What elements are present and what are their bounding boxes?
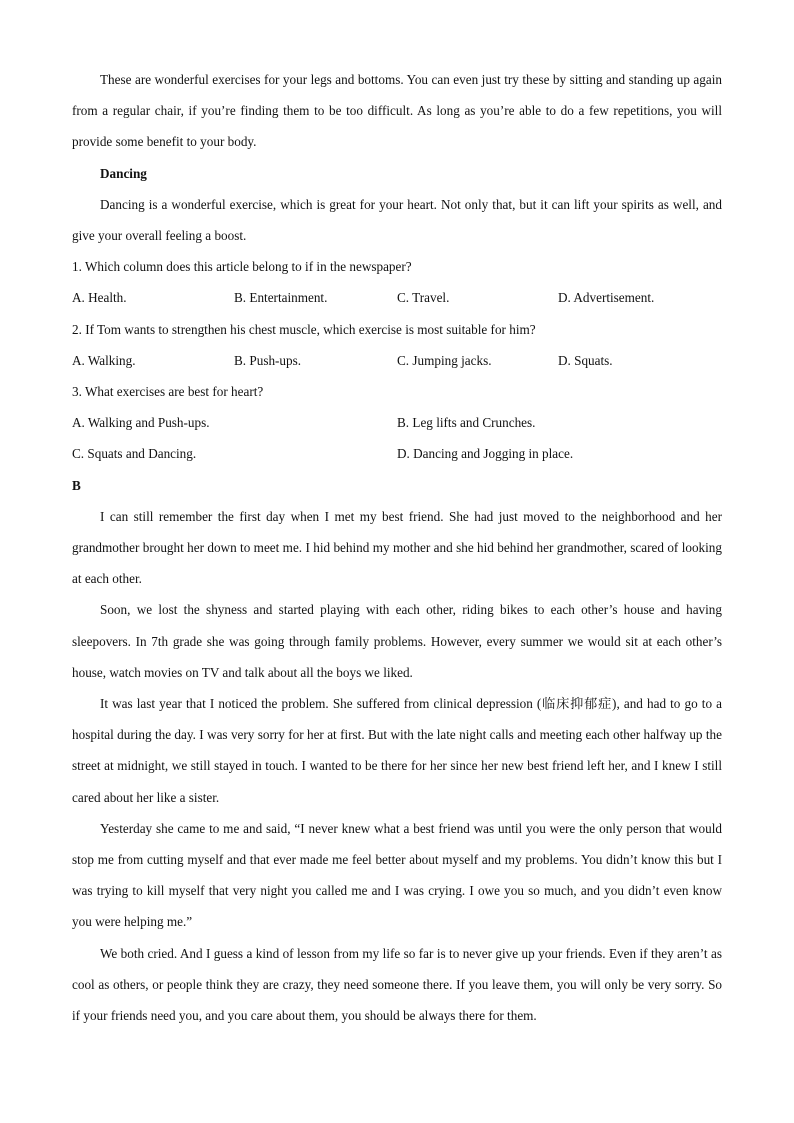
option-c: C. Travel. [397,290,450,306]
question-stem: 1. Which column does this article belong to if in the newspaper? [72,259,412,275]
exercise-paragraph: These are wonderful exercises for your legs and bottoms. You can even just try these by sitting and standing up again from a regular chair, if you’re finding them to be too difficult. As long as you’re able to do a few repetitions, you will provide some benefit to your body. [72,72,722,150]
question-options [72,407,722,469]
question-stem: 3. What exercises are best for heart? [72,384,264,400]
story-paragraph: Yesterday she came to me and said, “I never knew what a best friend was until you were the only person that would stop me from cutting myself and that ever made me feel better about myself and my problems. You didn’t know this but I was trying to kill myself that very night you called me and I was crying. I owe you so much, and you didn’t even know you were helping me.” [72,820,722,930]
dancing-paragraph: Dancing is a wonderful exercise, which is great for your heart. Not only that, but it can lift your spirits as well, and give your overall feeling a boost. [72,196,722,244]
option-d: D. Advertisement. [558,290,655,306]
option-d: D. Squats. [558,352,613,368]
option-c: C. Squats and Dancing. [72,446,197,462]
option-a: A. Walking. [72,352,136,368]
option-d: D. Dancing and Jogging in place. [397,446,574,462]
question-block-3 [72,376,722,470]
question-stem: 2. If Tom wants to strengthen his chest muscle, which exercise is most suitable for him? [72,321,536,337]
section-heading-dancing: Dancing [100,165,147,181]
question-block-1 [72,251,722,313]
option-b: B. Entertainment. [234,290,328,306]
question-options [72,345,722,376]
story-paragraph: It was last year that I noticed the problem. She suffered from clinical depression (临床抑郁症), and had to go to a hospital during the day. I was very sorry for her at first. But with the late night calls and meeting each other halfway up the street at midnight, we still stayed in touch. I wanted to be there for her since her new best friend left her, and I knew I still cared about her like a sister. [72,696,722,805]
option-b: B. Push-ups. [234,352,302,368]
story-paragraph: I can still remember the first day when I met my best friend. She had just moved to the neighborhood and her grandmother brought her down to meet me. I hid behind my mother and she hid behind her grandmother, scared of looking at each other. [72,508,722,587]
story-paragraph: We both cried. And I guess a kind of lesson from my life so far is to never give up your friends. Even if they aren’t as cool as others, or people think they are crazy, they need someone there. If you leave them, you will only be very sorry. So if your friends need you, and you care about them, you should be always there for them. [72,945,722,1024]
option-c: C. Jumping jacks. [397,352,492,368]
question-block-2 [72,314,722,376]
story-paragraph: Soon, we lost the shyness and started playing with each other, riding bikes to each other’s house and having sleepovers. In 7th grade she was going through family problems. However, every summer we would sit at each other’s house, watch movies on TV and talk about all the boys we liked. [72,602,722,680]
option-b: B. Leg lifts and Crunches. [397,415,536,431]
document-page [72,64,722,1031]
option-a: A. Walking and Push-ups. [72,415,210,431]
question-options [72,282,722,313]
option-a: A. Health. [72,290,127,306]
section-letter-b: B [72,477,81,493]
